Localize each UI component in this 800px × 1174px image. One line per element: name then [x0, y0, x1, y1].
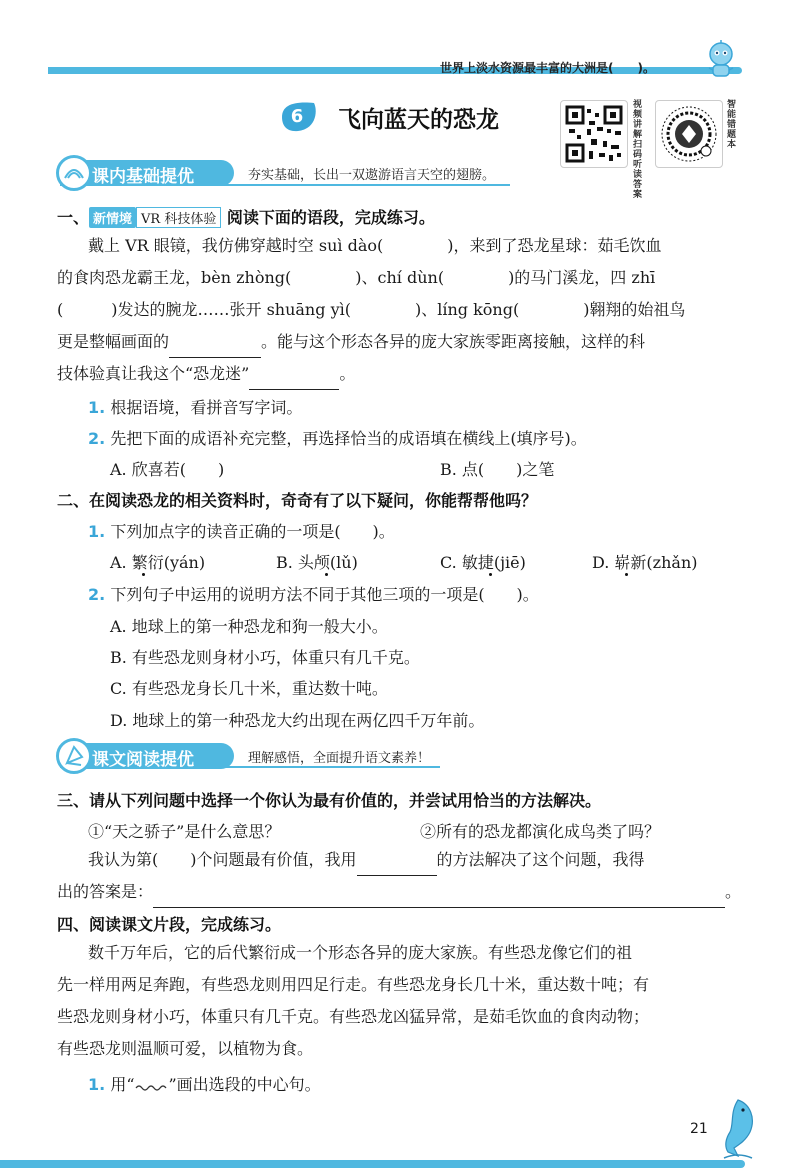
q2-sub1-text: 下列加点字的读音正确的一项是( )。 — [110, 522, 395, 541]
q2-sub2-option-c[interactable]: C. 有些恐龙身长几十米，重达数十吨。 — [110, 679, 388, 698]
q2-heading: 二、在阅读恐龙的相关资料时，奇奇有了以下疑问，你能帮帮他吗？ — [57, 491, 538, 510]
q4-line-3: 些恐龙则身材小巧，体重只有几千克。有些恐龙凶猛异常，是茹毛饮血的食肉动物； — [57, 1007, 650, 1026]
q2-sub2-option-a[interactable]: A. 地球上的第一种恐龙和狗一般大小。 — [110, 617, 388, 636]
q1-line-2: 的食肉恐龙霸王龙，bèn zhòng( )、chí dùn( )的马门溪龙，四 zhī — [57, 268, 656, 287]
q1-line-4-rest: 。能与这个形态各异的庞大家族零距离接触，这样的科 — [261, 332, 646, 351]
q1-sub1 — [88, 395, 302, 418]
qr-code-icon — [561, 101, 627, 167]
section1-subtitle: 夯实基础，长出一双遨游语言天空的翅膀。 — [248, 168, 496, 183]
q1-idiom-a: A. 欣喜若( ) — [110, 460, 225, 479]
q3-answer-text-4: 。 — [725, 882, 742, 901]
q2-option-a[interactable]: A. 繁衍(yán) — [110, 553, 206, 572]
lesson-title: 飞向蓝天的恐龙 — [338, 107, 499, 133]
q1-label: 一、 — [57, 208, 90, 227]
q1-line-4 — [57, 326, 645, 358]
q1-heading — [57, 205, 435, 228]
q4-line-2: 先一样用两足奔跑，有些恐龙则用四足行走。有些恐龙身长几十米，重达数十吨；有 — [57, 975, 650, 994]
qr-code-error-book[interactable] — [655, 100, 723, 168]
round-qr-code-icon — [656, 101, 722, 167]
q2-option-b[interactable]: B. 头颅(lǔ) — [276, 553, 358, 572]
section2-title: 课文阅读提优 — [92, 750, 194, 770]
q1-line-1: 戴上 VR 眼镜，我仿佛穿越时空 suì dào( )，来到了恐龙星球：茹毛饮血 — [88, 236, 662, 255]
page-number: 21 — [690, 1121, 708, 1137]
emphasis-dot — [325, 573, 328, 576]
q3-answer-text-1: 我认为第( )个问题最有价值，我用 — [88, 850, 357, 869]
footer-bar — [0, 1160, 745, 1168]
q3-answer-text-2: 的方法解决了这个问题，我得 — [436, 850, 645, 869]
section2-subtitle: 理解感悟，全面提升语文素养！ — [248, 751, 431, 766]
section1-title: 课内基础提优 — [92, 167, 194, 187]
q1-answer-blank-1[interactable] — [169, 337, 261, 358]
q2-sub2-option-b[interactable]: B. 有些恐龙则身材小巧，体重只有几千克。 — [110, 648, 420, 667]
q2-sub2-text: 下列句子中运用的说明方法不同于其他三项的一项是( )。 — [110, 585, 539, 604]
emphasis-dot — [489, 573, 492, 576]
q3-heading: 三、请从下列问题中选择一个你认为最有价值的，并尝试用恰当的方法解决。 — [57, 791, 602, 810]
q3-answer-text-3: 出的答案是： — [57, 882, 154, 901]
header-question: 世界上淡水资源最丰富的大洲是( )。 — [440, 61, 655, 75]
q3-answer-blank[interactable] — [153, 887, 725, 908]
q1-line-5-text: 技体验真让我这个“恐龙迷” — [57, 364, 250, 383]
q2-sub2 — [88, 582, 539, 605]
q3-item-2: ②所有的恐龙都演化成鸟类了吗？ — [420, 822, 661, 841]
q1-line-5 — [57, 358, 355, 390]
q1-sub1-number: 1. — [88, 398, 106, 417]
section1-icon — [56, 155, 92, 191]
emphasis-dot — [625, 573, 628, 576]
q2-sub1-number: 1. — [88, 522, 106, 541]
q3-answer-line-1 — [88, 844, 645, 876]
q1-line-3: ( )发达的腕龙……张开 shuāng yì( )、líng kōng( )翱翔的始祖鸟 — [57, 300, 686, 319]
qr-right-caption: 智能错题本 — [727, 100, 737, 150]
q1-sub2-number: 2. — [88, 429, 106, 448]
qr-code-video[interactable] — [560, 100, 628, 168]
q1-line-4-text: 更是整幅画面的 — [57, 332, 170, 351]
paper-plane-icon — [59, 158, 89, 188]
q3-item-1: ①“天之骄子”是什么意思？ — [88, 822, 281, 841]
lesson-number: 6 — [290, 106, 304, 127]
dolphin-mascot-icon — [716, 1096, 760, 1162]
q3-method-blank[interactable] — [357, 855, 437, 876]
section2-icon — [56, 738, 92, 774]
q1-idiom-b: B. 点( )之笔 — [440, 460, 555, 479]
new-situation-tag: 新情境 — [89, 207, 136, 228]
q4-sub1-post: ”画出选段的中心句。 — [168, 1075, 321, 1094]
q1-line-5-end: 。 — [339, 364, 356, 383]
q2-option-c[interactable]: C. 敏捷(jiē) — [440, 553, 526, 572]
wavy-line-icon — [135, 1079, 169, 1093]
q1-instruction: 阅读下面的语段，完成练习。 — [226, 208, 435, 227]
qr-left-caption: 视频讲解扫码听读答案 — [633, 100, 643, 200]
q1-sub2 — [88, 426, 587, 449]
vr-tag: VR 科技体验 — [136, 207, 221, 228]
q4-line-1: 数千万年后，它的后代繁衍成一个形态各异的庞大家族。有些恐龙像它们的祖 — [88, 943, 633, 962]
q1-sub1-text: 根据语境，看拼音写字词。 — [110, 398, 303, 417]
q3-answer-line-2 — [57, 876, 741, 908]
emphasis-dot — [142, 573, 145, 576]
q4-sub1 — [88, 1072, 321, 1095]
q2-sub1 — [88, 519, 395, 542]
robot-mascot-icon — [703, 40, 739, 80]
q2-sub2-number: 2. — [88, 585, 106, 604]
q4-sub1-pre: 用“ — [110, 1075, 135, 1094]
kite-icon — [59, 741, 89, 771]
q4-line-4: 有些恐龙则温顺可爱，以植物为食。 — [57, 1039, 314, 1058]
q4-sub1-number: 1. — [88, 1075, 106, 1094]
q1-answer-blank-2[interactable] — [249, 369, 339, 390]
q2-option-d[interactable]: D. 崭新(zhǎn) — [592, 553, 698, 572]
q1-sub2-text: 先把下面的成语补充完整，再选择恰当的成语填在横线上(填序号)。 — [110, 429, 587, 448]
q2-sub2-option-d[interactable]: D. 地球上的第一种恐龙大约出现在两亿四千万年前。 — [110, 711, 485, 730]
q4-heading: 四、阅读课文片段，完成练习。 — [57, 915, 282, 934]
